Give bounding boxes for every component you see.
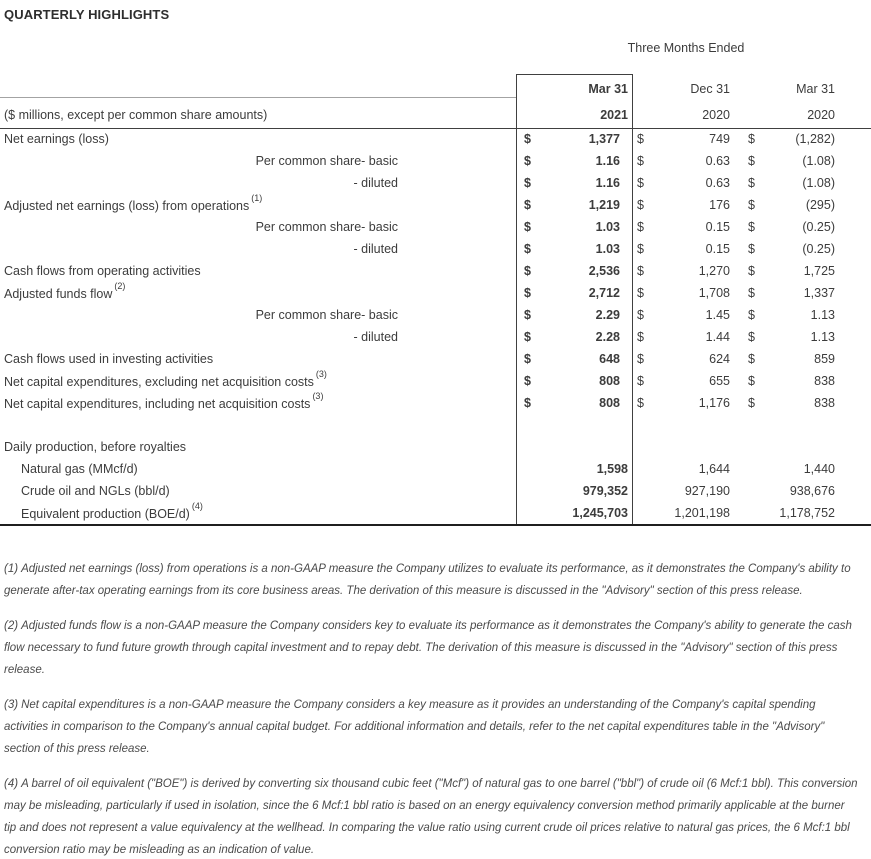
row-label-cell bbox=[0, 264, 517, 278]
value-cell-col2 bbox=[632, 286, 731, 300]
currency-symbol: $ bbox=[524, 352, 531, 366]
currency-symbol: $ bbox=[748, 176, 755, 190]
cell-value: 1,644 bbox=[698, 462, 730, 476]
value-cell-col3 bbox=[731, 264, 836, 278]
footnote-marker: (2) bbox=[4, 620, 19, 632]
value-cell-col1 bbox=[517, 132, 632, 146]
row-label-cell bbox=[0, 390, 517, 412]
currency-symbol: $ bbox=[637, 330, 644, 344]
footnote-reference: (4) bbox=[191, 500, 203, 511]
currency-symbol: $ bbox=[637, 374, 644, 388]
value-cell-col2 bbox=[632, 330, 731, 344]
table-body bbox=[0, 128, 871, 524]
cell-value: 1,725 bbox=[803, 264, 835, 278]
footnote-marker: (3) bbox=[4, 699, 19, 711]
value-cell-col2 bbox=[632, 308, 731, 322]
currency-symbol: $ bbox=[748, 396, 755, 410]
value-cell-col3 bbox=[731, 308, 836, 322]
cell-value: 979,352 bbox=[582, 484, 628, 498]
value-cell-col3 bbox=[731, 352, 836, 366]
currency-symbol: $ bbox=[748, 352, 755, 366]
cell-value: 749 bbox=[709, 132, 730, 146]
header-underline-rule bbox=[0, 128, 871, 129]
row-label: - diluted bbox=[353, 330, 398, 344]
cell-value: 1.44 bbox=[705, 330, 730, 344]
footnote-reference: (3) bbox=[312, 390, 324, 401]
cell-value: (0.25) bbox=[802, 242, 835, 256]
table-row bbox=[0, 260, 871, 282]
row-label-cell bbox=[0, 132, 517, 146]
col-header-prior-quarter-month: Dec 31 bbox=[690, 82, 730, 96]
cell-value: 624 bbox=[709, 352, 730, 366]
currency-symbol: $ bbox=[748, 264, 755, 278]
currency-symbol: $ bbox=[524, 198, 531, 212]
table-row bbox=[0, 436, 871, 458]
footnote-marker: (1) bbox=[4, 563, 19, 575]
cell-value: 1,245,703 bbox=[572, 506, 628, 520]
value-cell-col2 bbox=[632, 198, 731, 212]
cell-value: 938,676 bbox=[789, 484, 835, 498]
currency-symbol: $ bbox=[637, 176, 644, 190]
table-row bbox=[0, 194, 871, 216]
row-label-cell bbox=[0, 440, 517, 454]
row-label: - diluted bbox=[353, 176, 398, 190]
currency-symbol: $ bbox=[524, 308, 531, 322]
cell-value: 0.63 bbox=[705, 154, 730, 168]
currency-symbol: $ bbox=[637, 352, 644, 366]
row-label: Natural gas (MMcf/d) bbox=[21, 462, 138, 476]
value-cell-col1 bbox=[517, 154, 632, 168]
value-cell-col2 bbox=[632, 506, 731, 520]
value-cell-col2 bbox=[632, 220, 731, 234]
value-cell-col1 bbox=[517, 308, 632, 322]
row-label-cell bbox=[0, 462, 517, 476]
value-cell-col3 bbox=[731, 374, 836, 388]
footnote-reference: (2) bbox=[114, 280, 126, 291]
currency-symbol: $ bbox=[524, 242, 531, 256]
value-cell-col1 bbox=[517, 220, 632, 234]
cell-value: 1.03 bbox=[595, 220, 620, 234]
cell-value: 859 bbox=[814, 352, 835, 366]
value-cell-col3 bbox=[731, 132, 836, 146]
col-header-prior-year-month: Mar 31 bbox=[796, 82, 835, 96]
cell-value: 1,440 bbox=[803, 462, 835, 476]
value-cell-col2 bbox=[632, 484, 731, 498]
value-cell-col1 bbox=[517, 264, 632, 278]
value-cell-col3 bbox=[731, 198, 836, 212]
currency-symbol: $ bbox=[748, 220, 755, 234]
table-bottom-rule bbox=[0, 524, 871, 526]
col-header-prior-quarter-year: 2020 bbox=[702, 108, 730, 122]
currency-symbol: $ bbox=[748, 286, 755, 300]
row-label: Cash flows from operating activities bbox=[4, 264, 201, 278]
row-label-cell bbox=[0, 242, 517, 256]
cell-value: 1.45 bbox=[705, 308, 730, 322]
currency-symbol: $ bbox=[524, 330, 531, 344]
value-cell-col1 bbox=[517, 352, 632, 366]
currency-symbol: $ bbox=[524, 396, 531, 410]
value-cell-col1 bbox=[517, 374, 632, 388]
value-cell-col1 bbox=[517, 198, 632, 212]
currency-symbol: $ bbox=[524, 220, 531, 234]
currency-symbol: $ bbox=[748, 374, 755, 388]
currency-symbol: $ bbox=[637, 132, 644, 146]
value-cell-col2 bbox=[632, 374, 731, 388]
row-label: Crude oil and NGLs (bbl/d) bbox=[21, 484, 170, 498]
table-row bbox=[0, 216, 871, 238]
period-header: Three Months Ended bbox=[627, 41, 745, 55]
row-label: Adjusted net earnings (loss) from operations bbox=[4, 199, 250, 214]
value-cell-col2 bbox=[632, 264, 731, 278]
value-cell-col3 bbox=[731, 154, 836, 168]
cell-value: 1.13 bbox=[810, 308, 835, 322]
row-label-cell bbox=[0, 280, 517, 302]
highlight-box-left-border bbox=[516, 74, 517, 526]
unit-note: ($ millions, except per common share amounts) bbox=[4, 108, 268, 122]
col-header-current-month: Mar 31 bbox=[588, 82, 628, 96]
cell-value: 655 bbox=[709, 374, 730, 388]
row-label-cell bbox=[0, 500, 517, 522]
row-label: Net capital expenditures, including net acquisition costs bbox=[4, 397, 311, 412]
footnotes-section bbox=[4, 558, 858, 859]
table-row bbox=[0, 502, 871, 524]
table-row bbox=[0, 150, 871, 172]
row-label: Net capital expenditures, excluding net acquisition costs bbox=[4, 375, 314, 390]
row-label: Cash flows used in investing activities bbox=[4, 352, 214, 366]
cell-value: 1,219 bbox=[588, 198, 620, 212]
currency-symbol: $ bbox=[748, 198, 755, 212]
currency-symbol: $ bbox=[637, 220, 644, 234]
value-cell-col1 bbox=[517, 176, 632, 190]
table-row bbox=[0, 326, 871, 348]
footnote bbox=[4, 773, 858, 859]
row-label: Per common share- basic bbox=[255, 308, 398, 322]
value-cell-col2 bbox=[632, 176, 731, 190]
cell-value: 1,270 bbox=[698, 264, 730, 278]
value-cell-col2 bbox=[632, 154, 731, 168]
label-column-top-rule bbox=[0, 97, 517, 98]
cell-value: 2.28 bbox=[595, 330, 620, 344]
cell-value: 0.63 bbox=[705, 176, 730, 190]
cell-value: 1,337 bbox=[803, 286, 835, 300]
row-label-cell bbox=[0, 352, 517, 366]
currency-symbol: $ bbox=[637, 242, 644, 256]
cell-value: 838 bbox=[814, 374, 835, 388]
currency-symbol: $ bbox=[524, 264, 531, 278]
cell-value: (0.25) bbox=[802, 220, 835, 234]
value-cell-col1 bbox=[517, 506, 632, 520]
value-cell-col1 bbox=[517, 484, 632, 498]
value-cell-col3 bbox=[731, 286, 836, 300]
highlight-box-right-border bbox=[632, 74, 633, 526]
row-label-cell bbox=[0, 330, 517, 344]
footnote bbox=[4, 615, 858, 681]
table-row bbox=[0, 348, 871, 370]
cell-value: 1.13 bbox=[810, 330, 835, 344]
currency-symbol: $ bbox=[748, 154, 755, 168]
currency-symbol: $ bbox=[637, 198, 644, 212]
value-cell-col2 bbox=[632, 132, 731, 146]
currency-symbol: $ bbox=[524, 176, 531, 190]
table-row bbox=[0, 392, 871, 414]
value-cell-col3 bbox=[731, 506, 836, 520]
table-row bbox=[0, 238, 871, 260]
currency-symbol: $ bbox=[524, 374, 531, 388]
row-label-cell bbox=[0, 368, 517, 390]
currency-symbol: $ bbox=[748, 308, 755, 322]
currency-symbol: $ bbox=[524, 286, 531, 300]
currency-symbol: $ bbox=[748, 132, 755, 146]
footnote bbox=[4, 558, 858, 602]
column-header-row-year bbox=[0, 100, 871, 128]
value-cell-col3 bbox=[731, 462, 836, 476]
page-title: QUARTERLY HIGHLIGHTS bbox=[4, 7, 170, 22]
footnote bbox=[4, 694, 858, 760]
cell-value: 2,536 bbox=[588, 264, 620, 278]
table-row bbox=[0, 282, 871, 304]
cell-value: 927,190 bbox=[684, 484, 730, 498]
value-cell-col2 bbox=[632, 462, 731, 476]
currency-symbol: $ bbox=[637, 154, 644, 168]
cell-value: (1,282) bbox=[795, 132, 835, 146]
cell-value: 808 bbox=[599, 374, 620, 388]
cell-value: 1.16 bbox=[595, 176, 620, 190]
footnote-text: Net capital expenditures is a non-GAAP measure the Company considers a key measure as it provides an understanding of the Company's capital spending activities in comparison to the Company's annual capital budget. For additional information and details, refer to the net capital expenditures table in the "Advisory" section of this press release. bbox=[4, 699, 825, 755]
currency-symbol: $ bbox=[637, 264, 644, 278]
cell-value: 1,598 bbox=[596, 462, 628, 476]
cell-value: (1.08) bbox=[802, 154, 835, 168]
value-cell-col1 bbox=[517, 242, 632, 256]
row-label: - diluted bbox=[353, 242, 398, 256]
row-label-cell bbox=[0, 308, 517, 322]
col-header-current-year: 2021 bbox=[600, 108, 628, 122]
row-label: Net earnings (loss) bbox=[4, 132, 109, 146]
cell-value: 1,201,198 bbox=[674, 506, 730, 520]
row-label: Per common share- basic bbox=[255, 220, 398, 234]
row-label-cell bbox=[0, 192, 517, 214]
cell-value: (295) bbox=[805, 198, 835, 212]
table-spacer-row bbox=[0, 414, 871, 436]
currency-symbol: $ bbox=[748, 242, 755, 256]
table-row bbox=[0, 172, 871, 194]
cell-value: 1,178,752 bbox=[779, 506, 835, 520]
footnote-marker: (4) bbox=[4, 778, 19, 790]
table-row bbox=[0, 480, 871, 502]
footnote-text: A barrel of oil equivalent ("BOE") is derived by converting six thousand cubic feet ("Mcf") of natural gas to one barrel ("bbl") of crude oil (6 Mcf:1 bbl). This conversion may be misleading, particularly if used in isolation, since the 6 Mcf:1 bbl ratio is based on an energy equivalency conversion method primarily applicable at the burner tip and does not represent a value equivalency at the wellhead. In comparing the value ratio using current crude oil prices relative to natural gas prices, the 6 Mcf:1 bbl conversion ratio may be misleading as an indication of value. bbox=[4, 778, 858, 856]
row-label: Equivalent production (BOE/d) bbox=[21, 507, 190, 522]
cell-value: 0.15 bbox=[705, 220, 730, 234]
row-label: Adjusted funds flow bbox=[4, 287, 113, 302]
cell-value: 2,712 bbox=[588, 286, 620, 300]
cell-value: 808 bbox=[599, 396, 620, 410]
row-label-cell bbox=[0, 484, 517, 498]
cell-value: 2.29 bbox=[595, 308, 620, 322]
table-row bbox=[0, 458, 871, 480]
value-cell-col3 bbox=[731, 176, 836, 190]
cell-value: 1.03 bbox=[595, 242, 620, 256]
footnote-reference: (3) bbox=[315, 368, 327, 379]
currency-symbol: $ bbox=[637, 286, 644, 300]
cell-value: 1,176 bbox=[698, 396, 730, 410]
value-cell-col3 bbox=[731, 242, 836, 256]
cell-value: 1,708 bbox=[698, 286, 730, 300]
row-label: Daily production, before royalties bbox=[4, 440, 187, 454]
value-cell-col2 bbox=[632, 352, 731, 366]
currency-symbol: $ bbox=[637, 308, 644, 322]
cell-value: 1.16 bbox=[595, 154, 620, 168]
footnote-reference: (1) bbox=[251, 192, 263, 203]
row-label-cell bbox=[0, 154, 517, 168]
cell-value: 1,377 bbox=[588, 132, 620, 146]
table-row bbox=[0, 304, 871, 326]
financial-table bbox=[0, 74, 871, 524]
cell-value: 0.15 bbox=[705, 242, 730, 256]
value-cell-col1 bbox=[517, 286, 632, 300]
table-row bbox=[0, 370, 871, 392]
currency-symbol: $ bbox=[748, 330, 755, 344]
cell-value: 838 bbox=[814, 396, 835, 410]
value-cell-col2 bbox=[632, 242, 731, 256]
col-header-prior-year-year: 2020 bbox=[807, 108, 835, 122]
cell-value: 176 bbox=[709, 198, 730, 212]
currency-symbol: $ bbox=[637, 396, 644, 410]
row-label-cell bbox=[0, 220, 517, 234]
currency-symbol: $ bbox=[524, 132, 531, 146]
value-cell-col3 bbox=[731, 330, 836, 344]
cell-value: 648 bbox=[599, 352, 620, 366]
footnote-text: Adjusted net earnings (loss) from operations is a non-GAAP measure the Company utilizes to evaluate its performance, as it demonstrates the Company's ability to generate after-tax operating earnings from its core business areas. The derivation of this measure is discussed in the "Advisory" section of this press release. bbox=[4, 563, 851, 597]
value-cell-col3 bbox=[731, 220, 836, 234]
highlight-box-top-border bbox=[516, 74, 633, 75]
footnote-text: Adjusted funds flow is a non-GAAP measure the Company considers key to evaluate its performance as it demonstrates the Company's ability to generate the cash flow necessary to fund future growth through capital investment and to repay debt. The derivation of this measure is discussed in the "Advisory" section of this press release. bbox=[4, 620, 852, 676]
row-label: Per common share- basic bbox=[255, 154, 398, 168]
row-label-cell bbox=[0, 176, 517, 190]
value-cell-col1 bbox=[517, 462, 632, 476]
value-cell-col3 bbox=[731, 396, 836, 410]
table-row bbox=[0, 128, 871, 150]
currency-symbol: $ bbox=[524, 154, 531, 168]
value-cell-col1 bbox=[517, 396, 632, 410]
cell-value: (1.08) bbox=[802, 176, 835, 190]
value-cell-col3 bbox=[731, 484, 836, 498]
value-cell-col2 bbox=[632, 396, 731, 410]
value-cell-col1 bbox=[517, 330, 632, 344]
